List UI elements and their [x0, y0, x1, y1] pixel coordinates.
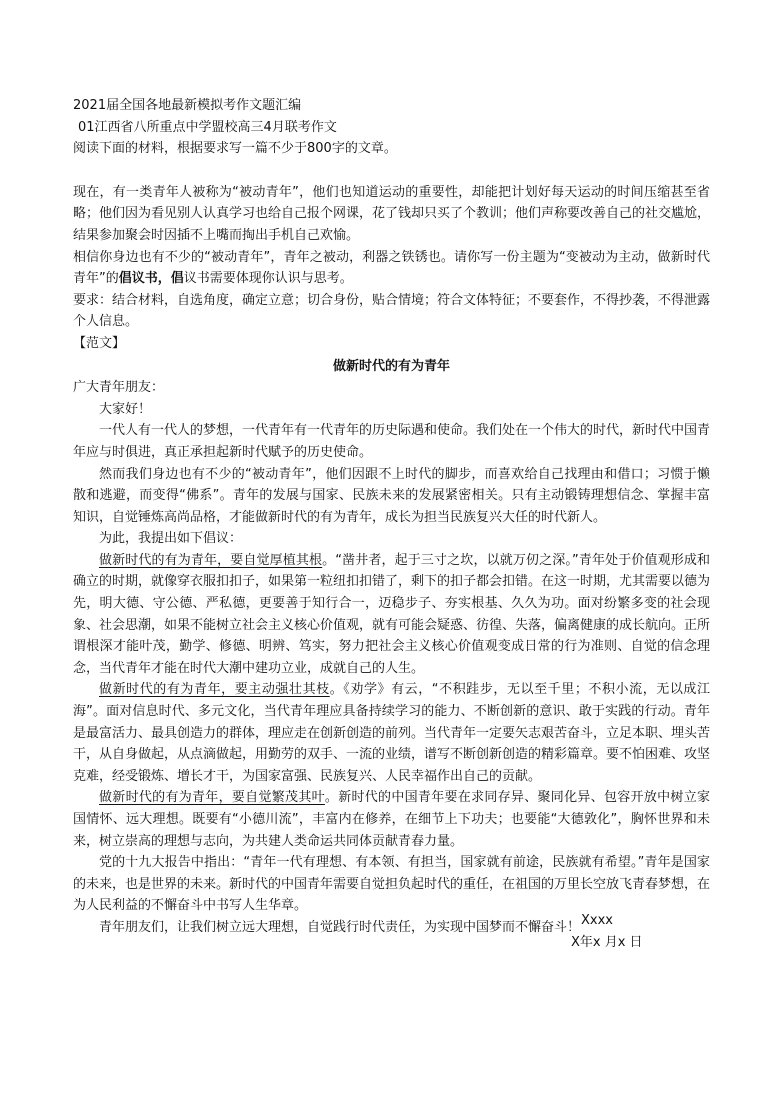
date-line: X年x 月x 日	[571, 935, 643, 950]
prompt-bold-term-2: 倡	[170, 271, 184, 287]
essay-paragraph-6	[73, 787, 710, 852]
essay-point-heading-3: 做新时代的有为青年，要自觉繁茂其叶	[99, 790, 325, 806]
prompt-paragraph-1: 现在，有一类青年人被称为“被动青年”，他们也知道运动的重要性，却能把计划好每天运动的时间压缩甚至省略；他们因为看见别人认真学习也给自己报个网课，花了钱却只买了个教训；他们声称要改善自己的社交尴尬，结果参加聚会时因插不上嘴而掏出手机自己欢愉。	[73, 184, 711, 243]
document-body	[73, 95, 710, 939]
instruction-text: 阅读下面的材料，根据要求写一篇不少于800字的文章。	[73, 141, 397, 157]
prompt-bold-term: 倡议书，	[118, 271, 171, 287]
prompt-paragraph-2	[73, 247, 710, 290]
essay-paragraph-8: 青年朋友们，让我们树立远大理想，自觉践行时代责任，为实现中国梦而不懈奋斗！	[99, 919, 581, 935]
essay-point-heading-1: 做新时代的有为青年，要自觉厚植其根	[99, 552, 323, 568]
greeting: 大家好！	[99, 401, 152, 417]
prompt-paragraph-2-text: 相信你身边也有不少的“被动青年”，青年之被动，利器之铁锈也。请你写一份主题为“变被动为主动，做新时代青年”的	[73, 249, 710, 287]
prompt-paragraph-2-tail: 议书需要体现你认识与思考。	[183, 271, 353, 287]
essay-point-heading-2: 做新时代的有为青年，要主动强壮其枝	[99, 682, 330, 698]
sample-label: 【范文】	[73, 335, 126, 351]
signature: Xxxx	[581, 913, 613, 928]
essay-paragraph-3: 为此，我提出如下倡议：	[99, 531, 243, 547]
essay-point-body-1: 。“凿井者，起于三寸之坎，以就万仞之深。”青年处于价值观形成和确立的时期，就像穿衣服扣扣子，如果第一粒纽扣扣错了，剩下的扣子都会扣错。在这一时期，尤其需要以德为先，明大德、守公德、严私德，更要善于知行合一，迈稳步子、夯实根基、久久为功。面对纷繁多变的社会现象、社会思潮，如果不能树立社会主义核心价值观，就有可能会疑惑、彷徨、失落，偏离健康的成长航向。正所谓根深才能叶茂，勤学、修德、明辨、笃实，努力把社会主义核心价值观变成日常的行为准则、自觉的信念理念，当代青年才能在时代大潮中建功立业，成就自己的人生。	[73, 552, 711, 676]
essay-title: 做新时代的有为青年	[332, 358, 450, 374]
salutation: 广大青年朋友：	[73, 380, 165, 396]
essay-paragraph-7: 党的十九大报告中指出：“青年一代有理想、有本领、有担当，国家就有前途，民族就有希望。”青年是国家的未来，也是世界的未来。新时代的中国青年需要自觉担负起时代的重任，在祖国的万里长空放飞青春梦想，在为人民利益的不懈奋斗中书写人生华章。	[73, 855, 711, 914]
collection-title: 2021届全国各地最新模拟考作文题汇编	[73, 98, 302, 113]
essay-paragraph-5	[73, 679, 710, 787]
blank-line	[73, 160, 710, 182]
requirements-text: 要求：结合材料，自选角度，确定立意；切合身份，贴合情境；符合文体特征；不要套作，不得抄袭，不得泄露个人信息。	[73, 292, 711, 330]
essay-paragraph-1: 一代人有一代人的梦想，一代青年有一代青年的历史际遇和使命。我们处在一个伟大的时代，新时代中国青年应与时俱进，真正承担起新时代赋予的历史使命。	[73, 423, 711, 460]
essay-paragraph-2: 然而我们身边也有不少的“被动青年”，他们因跟不上时代的脚步，而喜欢给自己找理由和借口；习惯于懒散和逃避，而变得“佛系”。青年的发展与国家、民族未来的发展紧密相关。只有主动锻铸理想信念、掌握丰富知识，自觉锤炼高尚品格，才能做新时代的有为青年，成长为担当民族复兴大任的时代新人。	[73, 466, 710, 525]
essay-paragraph-4	[73, 550, 710, 680]
essay-point-body-3: 。新时代的中国青年要在求同存异、聚同化异、包容开放中树立家国情怀、远大理想。既要有“小德川流”，丰富内在修养，在细节上下功夫；也要能“大德敦化”，胸怀世界和未来，树立崇高的理想与志向，为共建人类命运共同体贡献青春力量。	[73, 790, 710, 849]
essay-point-body-2: 。《劝学》有云，“不积跬步，无以至千里；不积小流，无以成江海”。面对信息时代、多元文化，当代青年理应具备持续学习的能力、不断创新的意识、敢于实践的行动。青年是最富活力、最具创造力的群体，理应走在创新创造的前列。当代青年一定要矢志艰苦奋斗，立足本职、埋头苦干，从自身做起，从点滴做起，用勤劳的双手、一流的业绩，谱写不断创新创造的精彩篇章。要不怕困难、攻坚克难，经受锻炼、增长才干，为国家富强、民族复兴、人民幸福作出自己的贡献。	[73, 682, 711, 784]
exam-title: 01江西省八所重点中学盟校高三4月联考作文	[78, 119, 337, 135]
